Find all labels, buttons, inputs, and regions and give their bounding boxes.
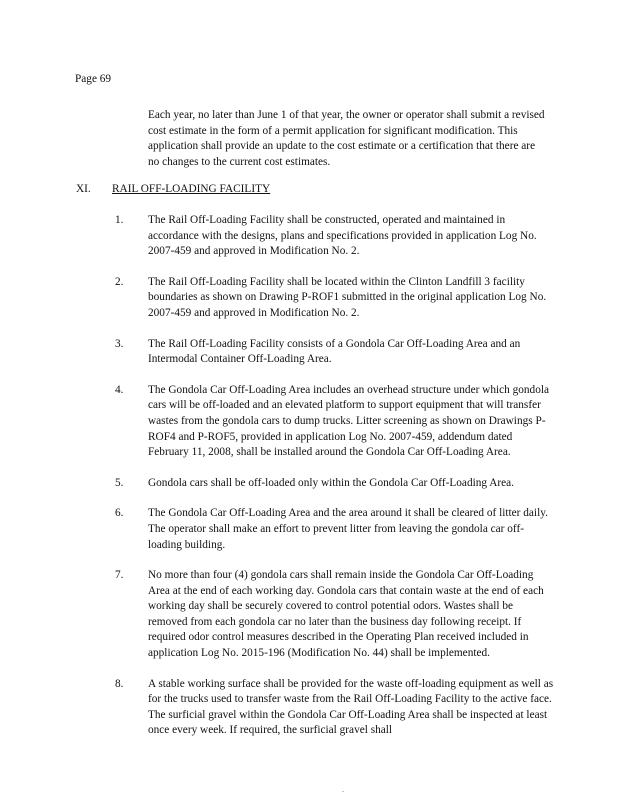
item-text: Gondola cars shall be off-loaded only within the Gondola Car Off-Loading Area.	[148, 476, 515, 489]
intro-paragraph	[148, 108, 548, 170]
section-number: XI.	[76, 183, 91, 195]
list-item	[115, 677, 555, 739]
list-item	[115, 337, 555, 368]
list-item	[115, 275, 555, 322]
list-item	[115, 506, 555, 553]
page-number: Page 69	[75, 73, 112, 85]
item-text: The Rail Off-Loading Facility consists of a Gondola Car Off-Loading Area and an Intermodal Container Off-Loading Area.	[148, 337, 521, 366]
list-item	[115, 213, 555, 260]
item-number: 4.	[115, 383, 124, 396]
item-number: 6.	[115, 507, 124, 520]
item-number: 1.	[115, 214, 124, 226]
intro-text: Each year, no later than June 1 of that year, the owner or operator shall submit a revised cost estimate in the form of a permit application for significant modification. This application shall provide an update to the cost estimate or a certification that there are no changes to the current cost estimates.	[148, 109, 545, 168]
item-number: 2.	[115, 275, 124, 288]
item-text: The Gondola Car Off-Loading Area and the area around it shall be cleared of litter daily. The operator shall make an effort to prevent litter from leaving the gondola car off-loading building.	[148, 507, 548, 551]
item-text: The Rail Off-Loading Facility shall be located within the Clinton Landfill 3 facility boundaries as shown on Drawing P-ROF1 submitted in the original application Log No. 2007-459 and approved in Modification No. 2.	[148, 275, 547, 319]
page-footer-mark: .	[342, 785, 344, 794]
item-number: 5.	[115, 476, 124, 489]
item-number: 3.	[115, 337, 124, 350]
item-number: 7.	[115, 569, 124, 582]
item-text: A stable working surface shall be provided for the waste off-loading equipment as well as for the trucks used to transfer waste from the Rail Off-Loading Facility to the active face. The surficial gravel within the Gondola Car Off-Loading Area shall be inspected at least once every week. If required, the surficial gravel shall	[148, 677, 554, 737]
list-item	[115, 568, 555, 662]
item-text: The Rail Off-Loading Facility shall be constructed, operated and maintained in accordance with the designs, plans and specifications provided in application Log No. 2007-459 and approved in Modification No. 2.	[148, 214, 537, 258]
section-title: RAIL OFF-LOADING FACILITY	[112, 183, 271, 195]
item-text: No more than four (4) gondola cars shall remain inside the Gondola Car Off-Loading Area at the end of each working day. Gondola cars that contain waste at the end of each working day shall be securely covered to control potential odors. Wastes shall be removed from each gondola car no later than the business day following receipt. If required odor control measures described in the Operating Plan received included in application Log No. 2015-196 (Modification No. 44) shall be implemented.	[148, 569, 544, 660]
numbered-list	[115, 213, 555, 754]
item-number: 8.	[115, 677, 124, 690]
list-item	[115, 476, 555, 492]
list-item	[115, 383, 555, 461]
item-text: The Gondola Car Off-Loading Area includes an overhead structure under which gondola cars will be off-loaded and an elevated platform to support equipment that will transfer wastes from the gondola cars to dump trucks. Litter screening as shown on Drawings P-ROF4 and P-ROF5, provided in application Log No. 2007-459, addendum dated February 11, 2008, shall be installed around the Gondola Car Off-Loading Area.	[148, 383, 550, 459]
